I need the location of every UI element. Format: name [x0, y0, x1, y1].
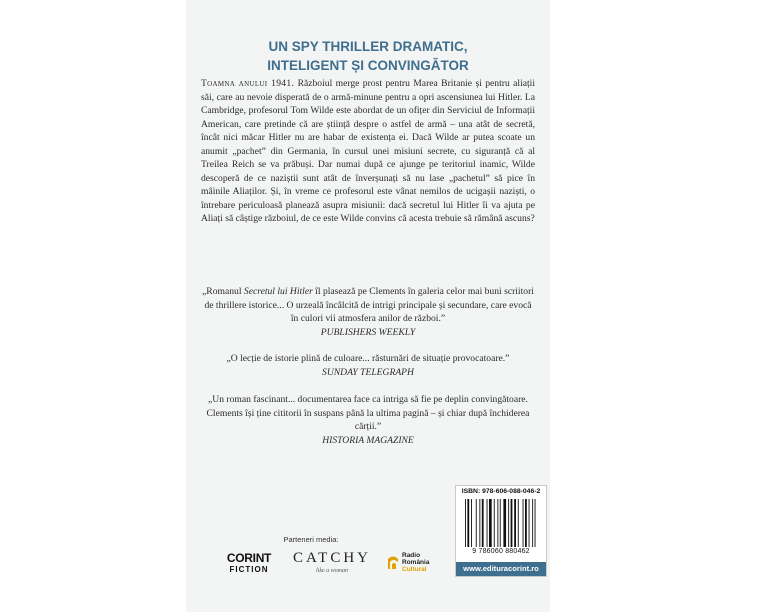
publisher-website: www.edituracorint.ro	[456, 562, 546, 576]
isbn-barcode-box	[455, 485, 547, 577]
quote-source: PUBLISHERS WEEKLY	[320, 326, 416, 338]
book-back-cover	[186, 0, 550, 612]
radio-line-3: Cultural	[402, 566, 427, 573]
synopsis-text: Războiul merge prost pentru Marea Britanie și pentru aliații săi, care au nevoie disperată de o armă-minune pentru a opri ascensiunea lui Hitler. La Cambridge, profesorul Tom Wilde este abordat de un ofițer din Serviciul de Informații American, care pretinde că are știință despre o astfel de armă – una atât de secretă, încât nici măcar Hitler nu are habar de existența ei. Dacă Wilde ar putea scoate un anumit „pachet” din Germania, în cursul unei misiuni secrete, cu siguranță că al Treilea Reich se va prăbuși. Dar numai după ce ajunge pe teritoriul inamic, Wilde descoperă de ce naziștii sunt atât de înverșunați să nu lase „pachetul” să pice în mâinile Aliaților. Și, în vreme ce profesorul este vânat nemilos de ucigașii naziști, o întrebare periculoasă planează asupra misiunii: dacă secretul lui Hitler îi va ajuta pe Aliați să câștige războiul, de ce este Wilde convins că acesta trebuie să rămână ascuns?	[201, 78, 535, 224]
review-quote	[201, 352, 535, 379]
quote-source: SUNDAY TELEGRAPH	[322, 366, 414, 378]
quote-text: „Un roman fascinant... documentarea face ca intriga să fie pe deplin convingătoare. Clements își ține cititorii în suspans până la ultima pagină – și chiar după închiderea cărții.”	[206, 394, 530, 432]
barcode-icon	[464, 499, 538, 547]
radio-line-1: Radio	[402, 552, 421, 559]
radio-romania-cultural-logo	[386, 551, 446, 573]
partners-label: Parteneri media:	[283, 535, 339, 544]
catchy-tagline: like a woman	[316, 568, 348, 574]
barcode-digits: 9 786060 880462	[472, 548, 530, 555]
radio-logo-text	[402, 552, 429, 573]
radio-wave-icon	[386, 553, 400, 571]
isbn-label: ISBN: 978-606-088-046-2	[461, 488, 541, 495]
synopsis-lead: Toamna anului 1941.	[201, 78, 295, 89]
synopsis	[201, 77, 535, 226]
quote-text: „Romanul	[202, 286, 244, 297]
radio-line-2: România	[402, 559, 430, 566]
quote-book-title: Secretul lui Hitler	[243, 286, 313, 297]
headline-line-2: INTELIGENT ȘI CONVINGĂTOR	[267, 58, 469, 73]
quote-text: „O lecție de istorie plină de culoare... răsturnări de situație provocatoare.”	[226, 353, 510, 364]
catchy-logo-text: CATCHY	[292, 550, 371, 566]
quote-text: îl plasează pe Clements în galeria celor mai buni scriitori de thrillere istorice... O urzeală încâlcită de intrigi principale și secundare, care evocă în culori vii atmosfera anilor de război.”	[204, 286, 534, 324]
corint-logo-text: CORINT	[226, 551, 272, 565]
corint-fiction-logo	[219, 552, 279, 575]
review-quote	[201, 393, 535, 447]
fiction-logo-text: FICTION	[229, 565, 269, 574]
headline-line-1: UN SPY THRILLER DRAMATIC,	[268, 39, 468, 54]
catchy-logo	[288, 550, 376, 575]
headline	[186, 37, 550, 75]
review-quote	[201, 285, 535, 339]
quote-source: HISTORIA MAGAZINE	[322, 434, 414, 446]
